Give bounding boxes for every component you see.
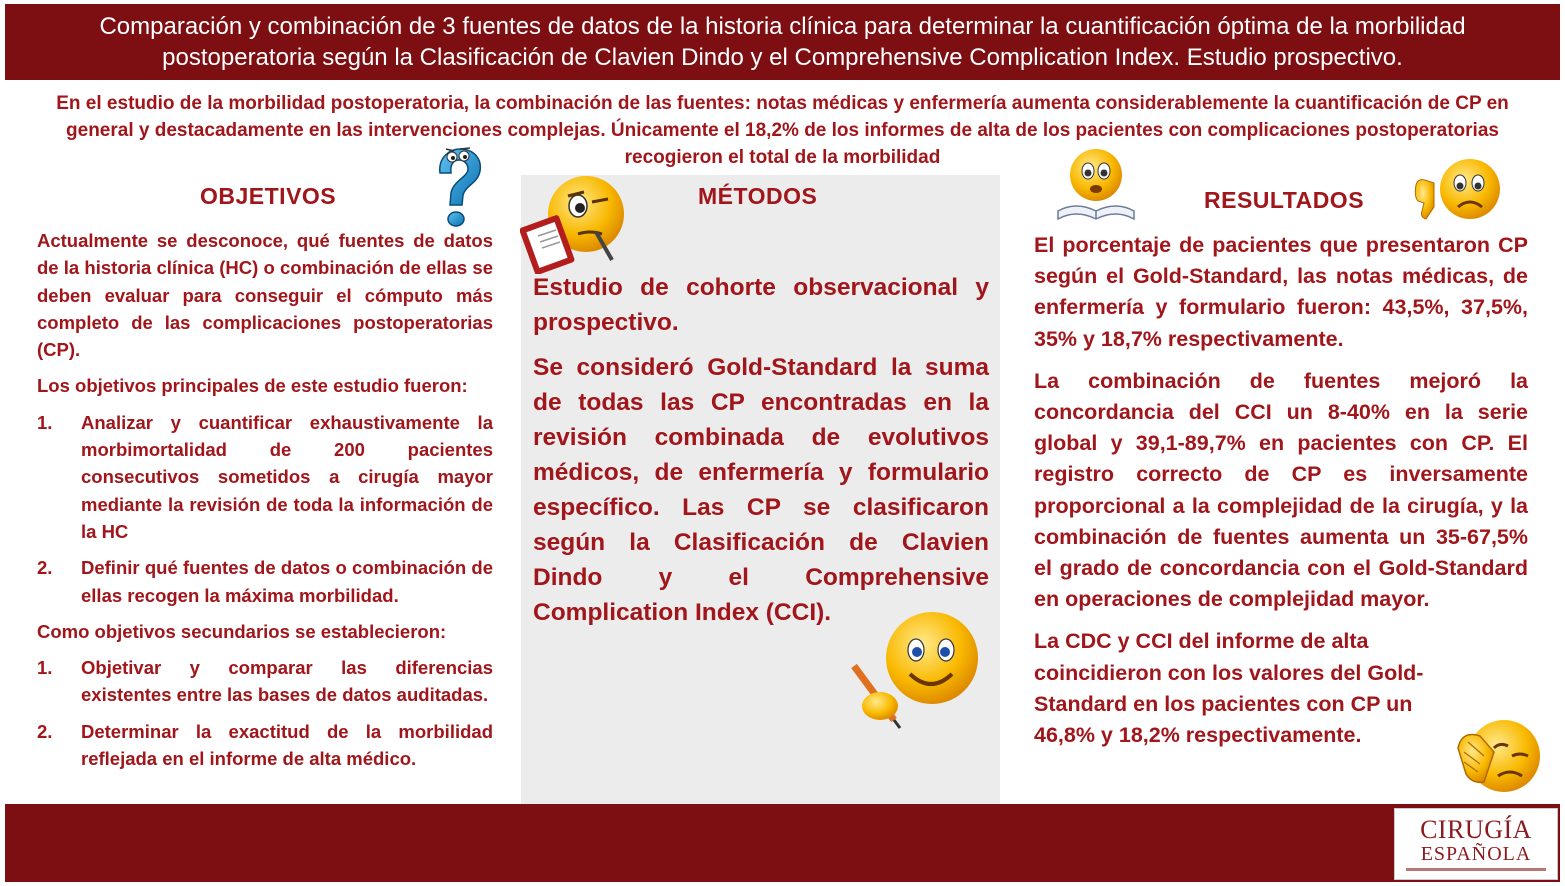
list-item-number: 2. xyxy=(37,720,53,742)
worried-emoji-book-icon xyxy=(1054,145,1138,223)
summary-statement xyxy=(22,90,1543,171)
poster-footer xyxy=(5,804,1560,882)
resultados-body xyxy=(1034,230,1528,762)
list-item-number: 1. xyxy=(37,657,53,679)
resultados-paragraph-1: El porcentaje de pacientes que presentaron CP según el Gold-Standard, las notas médicas, de enfermería y formulario fueron: 43,5%, 37,5%, 35% y 18,7% respectivamente. xyxy=(1034,233,1528,351)
metodos-paragraph-1: Estudio de cohorte observacional y prospectivo. xyxy=(533,274,989,336)
metodos-body xyxy=(533,270,989,640)
objetivos-body xyxy=(37,227,493,781)
thinking-emoji-clipboard-icon xyxy=(520,172,628,274)
resultados-paragraph-3: La CDC y CCI del informe de alta coincidieron con los valores del Gold-Standard en los pacientes con CP un 46,8% y 18,2% respectivamente. xyxy=(1034,629,1424,748)
logo-line-1: CIRUGÍA xyxy=(1420,815,1532,844)
facepalm-emoji-icon xyxy=(1454,712,1542,798)
summary-line-2: general y destacadamente en las intervenciones complejas. Únicamente el 18,2% de los informes de alta de los pacientes con complicaciones postoperatorias xyxy=(66,120,1499,141)
poster-header xyxy=(5,4,1560,80)
logo-line-2: ESPAÑOLA xyxy=(1420,843,1532,865)
list-item xyxy=(37,554,493,609)
objetivos-intro: Actualmente se desconoce, qué fuentes de datos de la historia clínica (HC) o combinación de ellas se deben evaluar para conseguir el cómputo más completo de las complicaciones postoperatorias (CP). xyxy=(37,230,493,361)
sad-emoji-thumbs-down-icon xyxy=(1412,157,1504,227)
poster-title-line-2: postoperatoria según la Clasificación de Clavien Dindo y el Comprehensive Complication Index. Estudio prospectivo. xyxy=(162,44,1403,71)
objetivos-principal-list xyxy=(37,409,493,609)
objetivos-principal-heading: Los objetivos principales de este estudio fueron: xyxy=(37,375,468,397)
objetivos-secondary-list xyxy=(37,654,493,772)
metodos-paragraph-2: Se consideró Gold-Standard la suma de todas las CP encontradas en la revisión combinada de evolutivos médicos, de enfermería y formulario específico. Las CP se clasificaron según la Clasificación de Clavien Dindo y el Comprehensive Complication Index (CCI). xyxy=(533,354,989,626)
poster-title-line-1: Comparación y combinación de 3 fuentes de datos de la historia clínica para determinar la cuantificación óptima de la morbilidad xyxy=(99,13,1466,40)
logo-underline xyxy=(1406,868,1546,871)
cirugia-espanola-logo xyxy=(1394,808,1558,880)
smiling-emoji-writing-icon xyxy=(848,610,982,730)
list-item-text: Determinar la exactitud de la morbilidad reflejada en el informe de alta médico. xyxy=(81,720,493,770)
list-item-text: Definir qué fuentes de datos o combinación de ellas recogen la máxima morbilidad. xyxy=(81,557,493,606)
list-item-number: 2. xyxy=(37,557,53,579)
list-item xyxy=(37,718,493,773)
list-item-number: 1. xyxy=(37,411,53,433)
list-item-text: Objetivar y comparar las diferencias existentes entre las bases de datos auditadas. xyxy=(81,657,493,706)
list-item xyxy=(37,654,493,709)
question-mark-icon xyxy=(428,143,488,231)
metodos-title: MÉTODOS xyxy=(698,183,818,209)
resultados-paragraph-2: La combinación de fuentes mejoró la concordancia del CCI un 8-40% en la serie global y 39,1-89,7% en pacientes con CP. El registro correcto de CP es inversamente proporcional a la complejidad de la cirugía, y la combinación de fuentes aumenta un 35-67,5% el grado de concordancia con el Gold-Standard en operaciones de complejidad mayor. xyxy=(1034,368,1528,612)
resultados-title: RESULTADOS xyxy=(1204,187,1365,213)
objetivos-title: OBJETIVOS xyxy=(200,183,337,209)
summary-line-1: En el estudio de la morbilidad postoperatoria, la combinación de las fuentes: notas médicas y enfermería aumenta considerablemente la cuantificación de CP en xyxy=(56,93,1509,114)
list-item-text: Analizar y cuantificar exhaustivamente la morbimortalidad de 200 pacientes consecutivos sometidos a cirugía mayor mediante la revisión de toda la información de la HC xyxy=(81,411,493,542)
objetivos-secondary-heading: Como objetivos secundarios se establecieron: xyxy=(37,620,447,642)
summary-line-3: recogieron el total de la morbilidad xyxy=(624,147,941,168)
list-item xyxy=(37,409,493,545)
